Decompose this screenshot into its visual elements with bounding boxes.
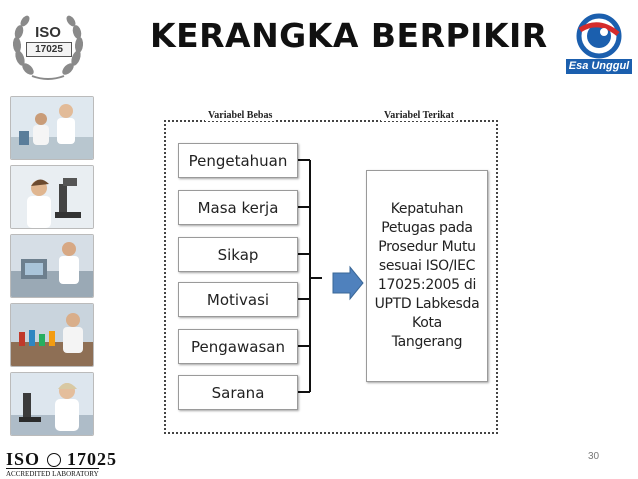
dependent-variable-box: [366, 170, 488, 382]
lab-photo-4: [10, 303, 94, 367]
iso-footer-number: 17025: [67, 449, 118, 469]
iso-accredited-title: [6, 449, 117, 470]
result-line: Petugas pada: [381, 220, 473, 236]
independent-variable-label: Variabel Bebas: [205, 110, 275, 121]
result-line: UPTD Labkesda: [374, 296, 480, 312]
globe-icon: [47, 453, 61, 467]
dependent-variable-text: [375, 200, 480, 352]
page-number: 30: [588, 451, 600, 462]
esa-unggul-emblem-icon: [566, 12, 632, 60]
lab-photo-3: [10, 234, 94, 298]
variable-box-sarana: Sarana: [178, 375, 298, 410]
result-line: Kepatuhan: [390, 201, 464, 217]
lab-photo-5: [10, 372, 94, 436]
variable-box-motivasi: Motivasi: [178, 282, 298, 317]
page-title: KERANGKA BERPIKIR: [150, 16, 548, 55]
esa-unggul-logo: [566, 12, 632, 74]
iso-17025-logo: [10, 8, 86, 82]
result-line: 17025:2005 di: [377, 277, 477, 293]
variable-box-pengetahuan: Pengetahuan: [178, 143, 298, 178]
lab-photo-2: [10, 165, 94, 229]
iso-footer-iso: ISO: [6, 449, 41, 469]
result-line: sesuai ISO/IEC: [378, 258, 476, 274]
accredited-laboratory-label: ACCREDITED LABORATORY: [6, 470, 99, 478]
dependent-variable-label: Variabel Terikat: [381, 110, 457, 121]
iso-accredited-logo: [6, 449, 118, 478]
result-line: Tangerang: [391, 334, 463, 350]
result-line: Prosedur Mutu: [378, 239, 476, 255]
variable-box-masa-kerja: Masa kerja: [178, 190, 298, 225]
esa-unggul-label: Esa Unggul: [566, 59, 632, 74]
lab-photo-1: [10, 96, 94, 160]
iso-logo-number: 17025: [26, 42, 72, 57]
iso-logo-text: ISO: [35, 24, 61, 41]
variable-box-pengawasan: Pengawasan: [178, 329, 298, 364]
variable-box-sikap: Sikap: [178, 237, 298, 272]
result-line: Kota: [412, 315, 442, 331]
